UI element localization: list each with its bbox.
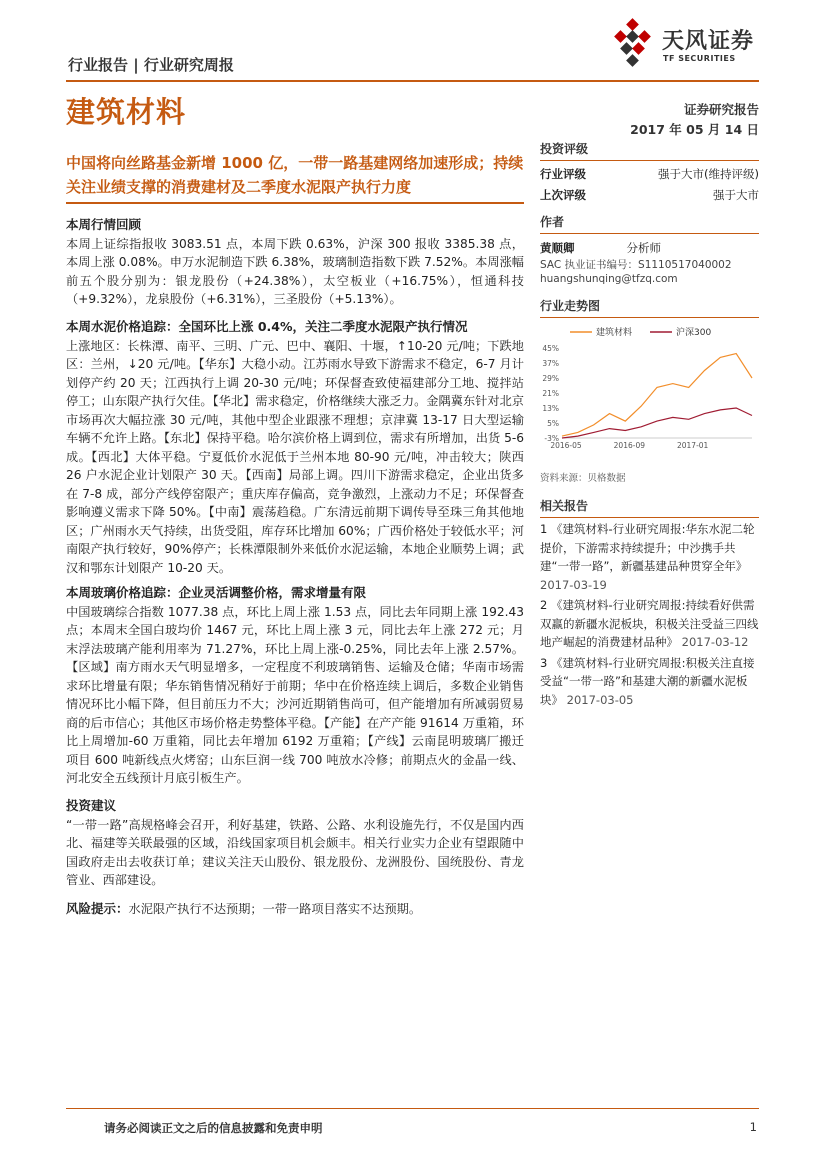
y-tick-label: 37% xyxy=(542,359,559,368)
logo-cn-text: 天风证券 xyxy=(662,29,755,54)
rating-row xyxy=(540,187,759,203)
author-head: 作者 xyxy=(540,213,759,234)
risk-text: 水泥限产执行不达预期；一带一路项目落实不达预期。 xyxy=(128,902,422,916)
header-divider xyxy=(66,80,759,82)
industry-trend-chart xyxy=(540,320,759,460)
section-title: 本周玻璃价格追踪：企业灵活调整价格，需求增量有限 xyxy=(66,585,367,600)
section-title: 本周行情回顾 xyxy=(66,217,142,232)
rating-key: 上次评级 xyxy=(540,188,586,202)
section-text: 本周上证综指报收 3083.51 点，本周下跌 0.63%，沪深 300 报收 3385.38 点，本周上涨 0.08%。申万水泥制造下跌 6.38%，玻璃制造指数下跌 7.52%。本周涨幅前五个股分别为：银龙股份（+24.38%），太空板业（+16.75%），恒通科技（+9.32%），龙泉股份（+6.31%），三圣股份（+5.13%）。 xyxy=(66,236,524,306)
rating-row xyxy=(540,166,759,182)
legend-label: 沪深300 xyxy=(676,328,712,338)
series-line xyxy=(562,408,752,438)
y-tick-label: 13% xyxy=(542,404,559,413)
legend-label: 建筑材料 xyxy=(596,328,633,338)
related-report-date: 2017-03-05 xyxy=(566,692,634,707)
related-report-item[interactable] xyxy=(540,596,759,652)
related-reports-panel xyxy=(540,497,759,709)
y-tick-label: 5% xyxy=(547,419,559,428)
related-report-date: 2017-03-12 xyxy=(681,635,749,649)
related-report-title: 2 《建筑材料-行业研究周报:持续看好供需双赢的新疆水泥板块，积极关注受益三四线地产崛起的消费建材品种》 xyxy=(540,598,759,649)
risk-label: 风险提示： xyxy=(66,901,129,916)
related-report-title: 3 《建筑材料-行业研究周报:积极关注直接受益“一带一路”和基建大潮的新疆水泥板块》 xyxy=(540,655,755,707)
chart-source: 资料来源：贝格数据 xyxy=(540,473,626,484)
section-title: 投资建议 xyxy=(66,798,117,813)
section-text: “一带一路”高规格峰会召开，利好基建，铁路、公路、水利设施先行，不仅是国内西北、福建等关联最强的区域，沿线国家项目机会颇丰。相关行业实力企业有望跟随中国政府走出去收获订单；建议关注天山股份、银龙股份、龙洲股份、国统股份、青龙管业、西部建设。 xyxy=(66,817,524,887)
report-headline: 中国将向丝路基金新增 1000 亿，一带一路基建网络加速形成；持续关注业绩支撑的消费建材及二季度水泥限产执行力度 xyxy=(66,154,524,196)
related-report-item[interactable] xyxy=(540,520,759,594)
series-line xyxy=(562,354,752,437)
section-text: 中国玻璃综合指数 1077.38 点，环比上周上涨 1.53 点，同比去年同期上涨 192.43 点；本周末全国白玻均价 1467 元，环比上周上涨 3 元，同比去年上涨 272 元；月末浮法玻璃产能利用率为 71.27%，环比上周上涨-0.25%，同比去年上涨 2.57%。【区域】南方雨水天气明显增多，一定程度不利玻璃销售、运输及仓储；华南市场需求环比增量有限；华东销售情况稍好于前期；华中在价格连续上调后，多数企业销售情况环比小幅下降，但目前压力不大；沙河近期销售尚可，但产能增加有所减弱贸易商的后市信心；其他区市场价格走势整体平稳。【产能】在产产能 91614 万重箱，环比上周增加-60 万重箱，同比去年增加 6192 万重箱；【产线】云南昆明玻璃厂搬迁项目 600 吨新线点火烤窑；山东巨润一线 700 吨放水冷修；前期点火的金晶一线、河北安全五线预计月底引板生产。 xyxy=(66,604,524,785)
x-tick-label: 2016-05 xyxy=(550,441,582,450)
x-tick-label: 2017-01 xyxy=(676,441,709,450)
chart-panel xyxy=(540,297,759,318)
section-text: 上涨地区：长株潭、南平、三明、广元、巴中、襄阳、十堰，↑10-20 元/吨；下跌地区：兰州，↓20 元/吨。【华东】大稳小动。江苏雨水导致下游需求不稳定，6-7 月计划停产约 20 天；江西执行上调 20-30 元/吨；环保督查致使福建部分工地、搅拌站停工；山东限产执行欠佳。【华北】需求稳定，价格继续大涨乏力。金隅冀东针对北京市场再次大幅拉涨 30 元/吨，其他中型企业跟涨不理想；京津冀 13-17 日大型运输车辆不允许上路。【东北】保持平稳。哈尔滨价格上调到位，需求有所增加，出货 5-6 成。【西北】大体平稳。宁夏低价水泥低于兰州本地 80-90 元/吨，冲击较大；陕西 26 户水泥企业计划限产 30 天。【西南】局部上调。四川下游需求稳定，企业出货多在 7-8 成，部分产线停窑限产；重庆库存偏高，竞争激烈，上涨动力不足；环保督查影响遵义需求下降 50%。【中南】震荡趋稳。广东清远前期下调传导至珠三角其他地区；广州雨水天气持续，出货受阻，库存环比增加 60%；广西价格处于较低水平；河南限产执行较好，90%停产；长株潭限制外来低价水泥运输，本地企业顺势上调；武汉和鄂东计划限产 10-20 天。 xyxy=(66,338,524,575)
analyst-email[interactable]: huangshunqing@tfzq.com xyxy=(540,273,678,285)
related-report-item[interactable] xyxy=(540,654,759,710)
logo-en-text: TF SECURITIES xyxy=(663,54,736,63)
analyst-role: 分析师 xyxy=(626,241,661,255)
section-glass-price xyxy=(66,584,524,788)
related-report-title: 1 《建筑材料-行业研究周报:华东水泥二轮提价，下游需求持续提升；中沙携手共建“一带一路”，新疆基建品种贯穿全年》 xyxy=(540,522,755,573)
author-panel xyxy=(540,213,759,285)
analyst-cert: SAC 执业证书编号：S1110517040002 xyxy=(540,259,732,271)
section-investment-advice xyxy=(66,797,524,890)
y-tick-label: 21% xyxy=(542,389,559,398)
logo-mark-icon xyxy=(608,18,658,68)
rating-value: 强于大市(维持评级) xyxy=(658,167,759,181)
section-title: 本周水泥价格追踪：全国环比上涨 0.4%，关注二季度水泥限产执行情况 xyxy=(66,319,468,334)
related-report-date: 2017-03-19 xyxy=(540,577,607,592)
rating-key: 行业评级 xyxy=(540,167,586,181)
analyst-name-row xyxy=(540,240,759,256)
sector-title: 建筑材料 xyxy=(66,95,187,129)
chart-head: 行业走势图 xyxy=(540,297,759,318)
related-head: 相关报告 xyxy=(540,497,759,518)
rating-head: 投资评级 xyxy=(540,140,759,161)
analyst-name: 黄顺卿 xyxy=(540,241,575,255)
section-market-review xyxy=(66,216,524,309)
page-number: 1 xyxy=(749,1120,757,1134)
rating-value: 强于大市 xyxy=(713,188,759,202)
report-type: 证券研究报告 xyxy=(683,102,759,117)
rating-panel xyxy=(540,140,759,203)
company-logo xyxy=(608,14,768,72)
y-tick-label: 29% xyxy=(542,374,559,383)
x-tick-label: 2016-09 xyxy=(613,441,646,450)
section-cement-price xyxy=(66,318,524,577)
risk-warning xyxy=(66,900,524,919)
report-category: 行业报告 | 行业研究周报 xyxy=(68,56,234,74)
headline-divider xyxy=(66,202,524,204)
footer-disclaimer: 请务必阅读正文之后的信息披露和免责申明 xyxy=(104,1121,323,1135)
y-tick-label: 45% xyxy=(542,344,559,353)
report-date: 2017 年 05 月 14 日 xyxy=(630,122,759,137)
y-tick-label: -3% xyxy=(544,434,559,443)
footer-divider xyxy=(66,1108,759,1109)
